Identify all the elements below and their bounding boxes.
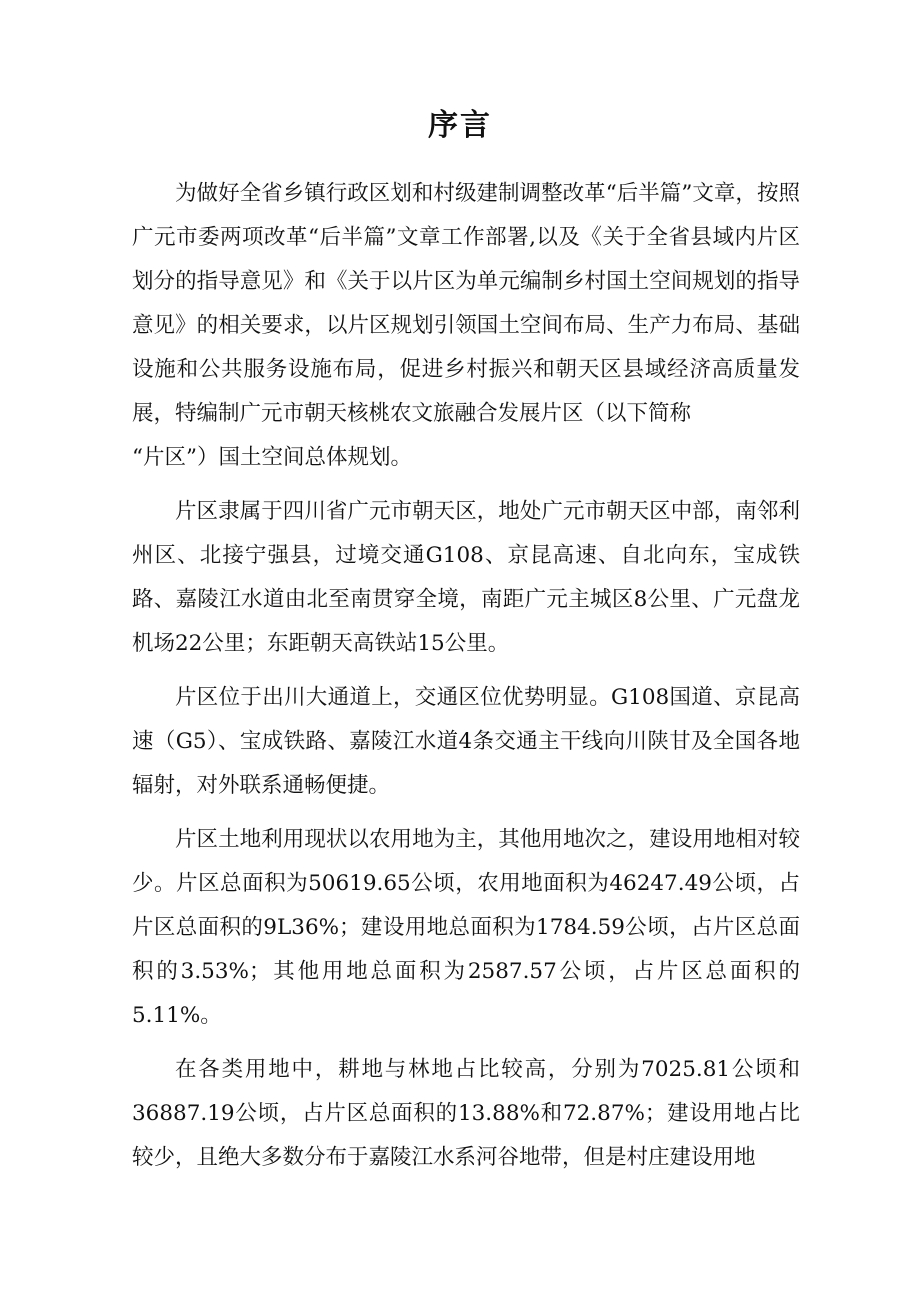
page-title: 序言	[428, 108, 492, 143]
paragraph-location: 片区隶属于四川省广元市朝天区，地处广元市朝天区中部，南邻利州区、北接宁强县，过境交通G108、京昆高速、自北向东，宝成铁路、嘉陵江水道由北至南贯穿全境，南距广元主城区8公里、广元盘龙机场22公里；东距朝天高铁站15公里。	[132, 499, 800, 656]
paragraph-land-use: 片区土地利用现状以农用地为主，其他用地次之，建设用地相对较少。片区总面积为50619.65公顷，农用地面积为46247.49公顷，占片区总面积的9L36%；建设用地总面积为1784.59公顷，占片区总面积的3.53%；其他用地总面积为2587.57公顷，占片区总面积的5.11%。	[132, 827, 800, 1028]
paragraph-land-categories: 在各类用地中，耕地与林地占比较高，分别为7025.81公顷和36887.19公顷，占片区总面积的13.88%和72.87%；建设用地占比较少，且绝大多数分布于嘉陵江水系河谷地带，但是村庄建设用地	[132, 1057, 800, 1170]
paragraph-transport: 片区位于出川大通道上，交通区位优势明显。G108国道、京昆高速（G5）、宝成铁路、嘉陵江水道4条交通主干线向川陕甘及全国各地辐射，对外联系通畅便捷。	[132, 685, 800, 798]
paragraph-intro: 为做好全省乡镇行政区划和村级建制调整改革“后半篇”文章，按照广元市委两项改革“后半篇”文章工作部署,以及《关于全省县域内片区划分的指导意见》和《关于以片区为单元编制乡村国土空间规划的指导意见》的相关要求，以片区规划引领国土空间布局、生产力布局、基础设施和公共服务设施布局，促进乡村振兴和朝天区县域经济高质量发展，特编制广元市朝天核桃农文旅融合发展片区（以下简称	[132, 181, 800, 426]
document-body	[132, 172, 800, 1190]
paragraph-intro-continuation: “片区”）国土空间总体规划。	[132, 445, 412, 470]
